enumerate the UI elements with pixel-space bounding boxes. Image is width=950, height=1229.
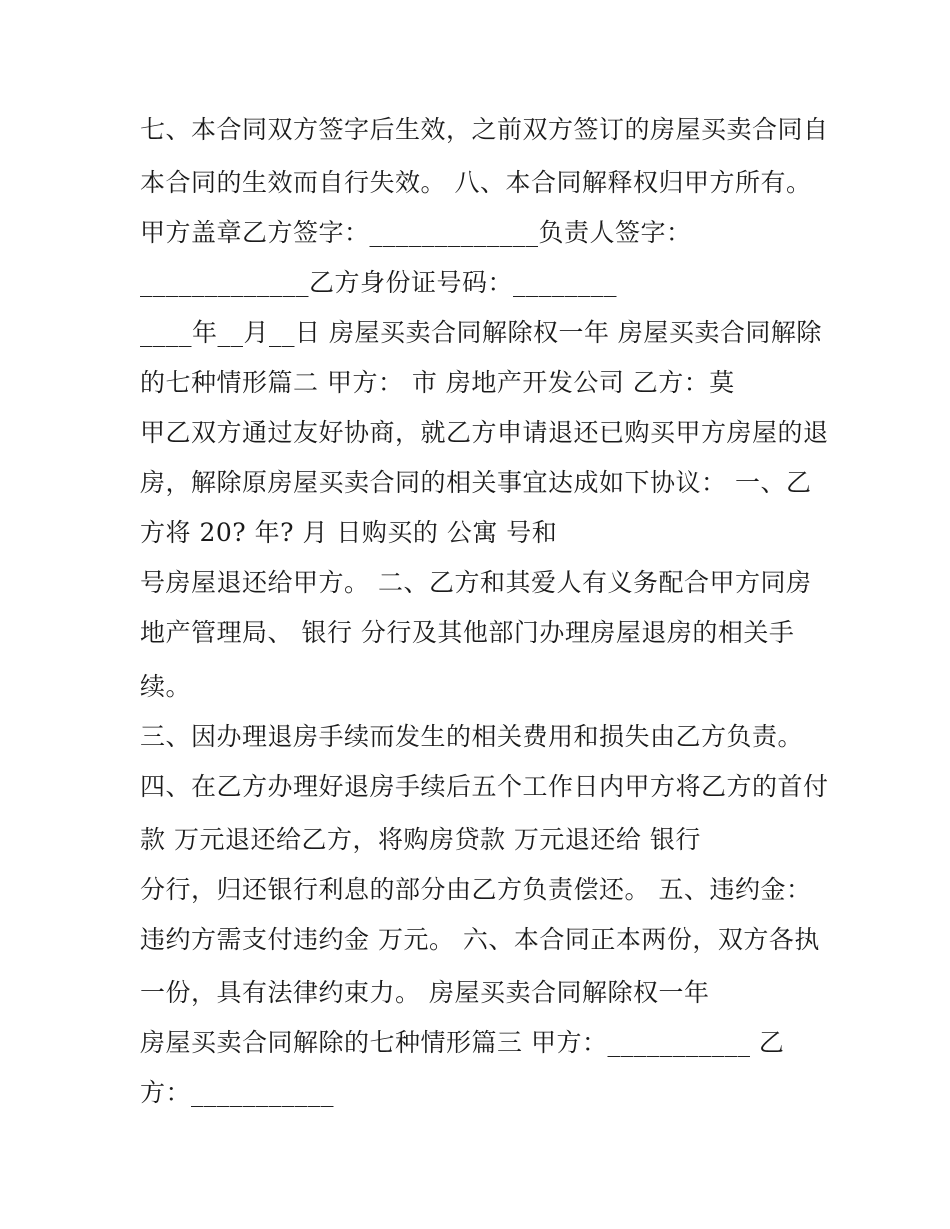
text-line-11: 地产管理局、 银行 分行及其他部门办理房屋退房的相关手 (140, 618, 795, 647)
text-line-8: 房，解除原房屋买卖合同的相关事宜达成如下协议： 一、乙 (140, 468, 812, 497)
text-line-14: 四、在乙方办理好退房手续后五个工作日内甲方将乙方的首付 (140, 772, 829, 801)
text-line-17: 违约方需支付违约金 万元。 六、本合同正本两份，双方各执 (140, 925, 820, 954)
text-line-13: 三、因办理退房手续而发生的相关费用和损失由乙方负责。 (140, 722, 804, 751)
text-line-2: 本合同的生效而自行失效。 八、本合同解释权归甲方所有。 (140, 168, 812, 197)
text-line-4: _____________乙方身份证号码：________ (140, 268, 618, 297)
text-line-6: 的七种情形篇二 甲方： 市 房地产开发公司 乙方：莫 (140, 368, 735, 397)
text-line-5: ____年__月__日 房屋买卖合同解除权一年 房屋买卖合同解除 (140, 318, 822, 347)
text-line-12: 续。 (140, 672, 192, 701)
text-line-10: 号房屋退还给甲方。 二、乙方和其爱人有义务配合甲方同房 (140, 568, 812, 597)
text-line-19: 房屋买卖合同解除的七种情形篇三 甲方：___________ 乙 (140, 1028, 785, 1057)
text-line-18: 一份，具有法律约束力。 房屋买卖合同解除权一年 (140, 978, 710, 1007)
text-line-7: 甲乙双方通过友好协商，就乙方申请退还已购买甲方房屋的退 (140, 418, 829, 447)
text-line-9: 方将 20? 年? 月 日购买的 公寓 号和 (140, 518, 558, 547)
text-line-20: 方：___________ (140, 1078, 335, 1107)
text-line-15: 款 万元退还给乙方，将购房贷款 万元退还给 银行 (140, 825, 701, 854)
text-line-16: 分行，归还银行利息的部分由乙方负责偿还。 五、违约金： (140, 875, 812, 904)
text-line-1: 七、本合同双方签字后生效，之前双方签订的房屋买卖合同自 (140, 115, 829, 144)
text-line-3: 甲方盖章乙方签字：_____________负责人签字： (140, 218, 692, 247)
